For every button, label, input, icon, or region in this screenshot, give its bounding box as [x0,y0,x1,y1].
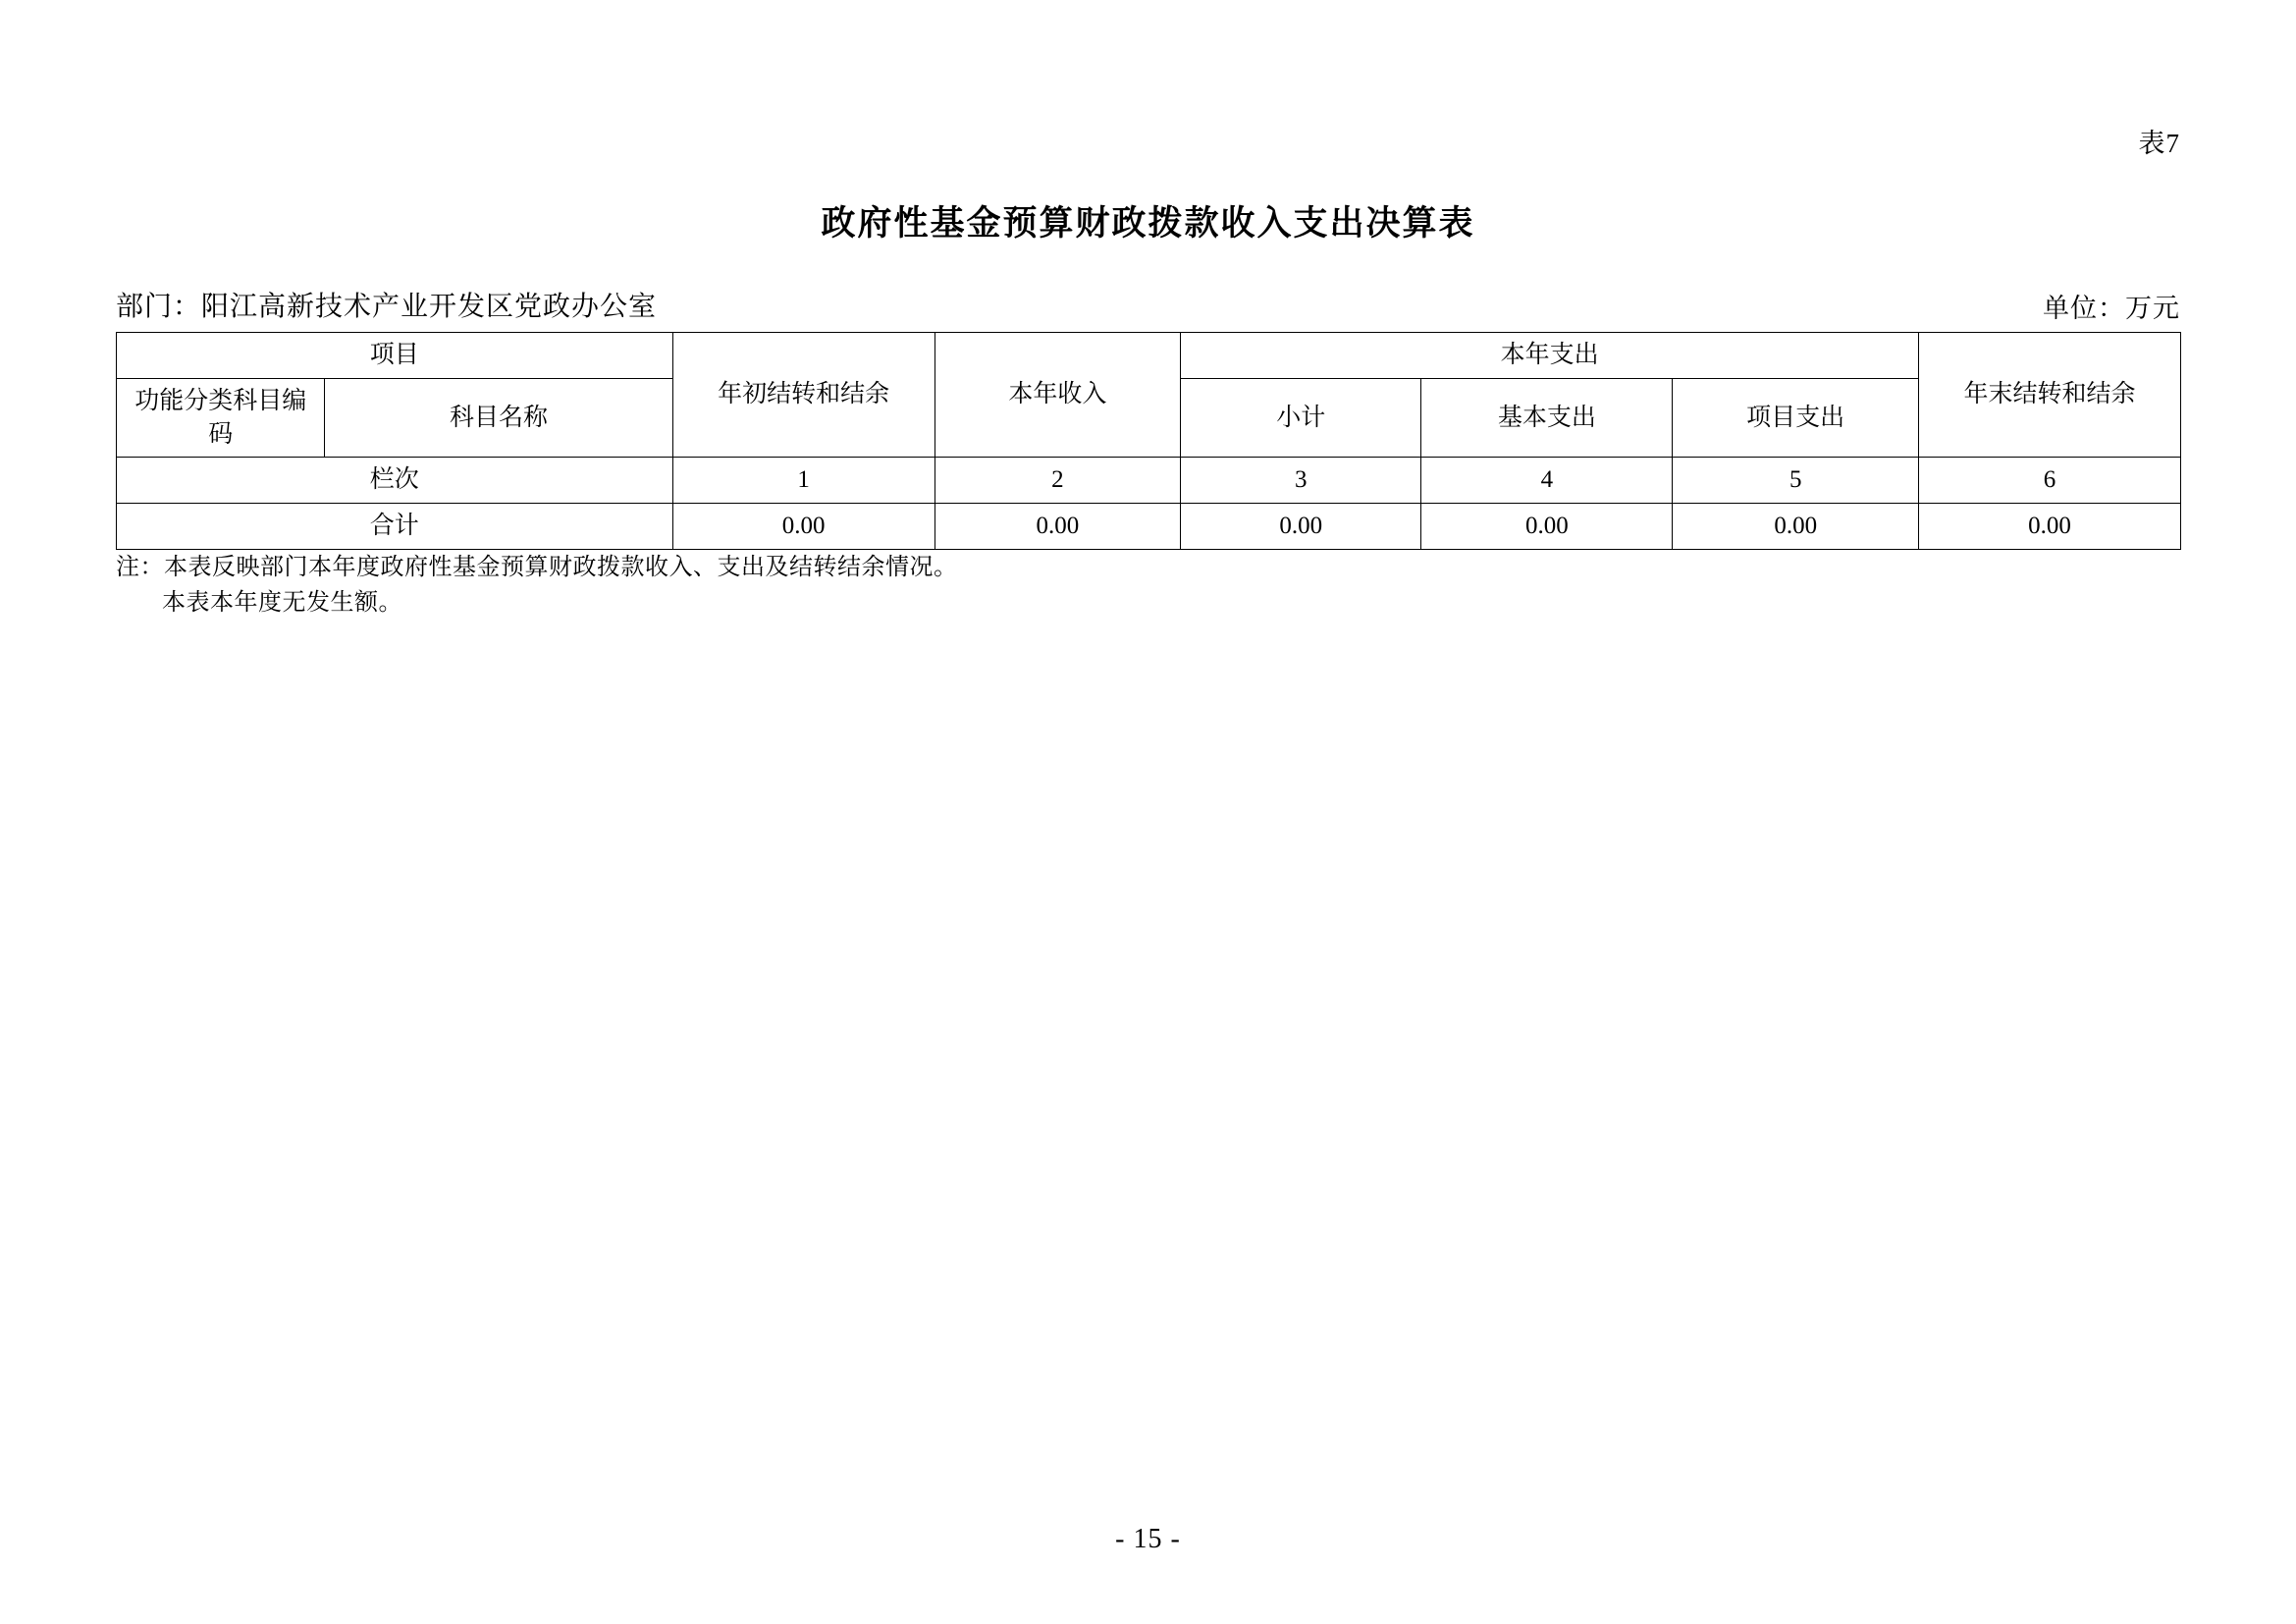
rank-row-label: 栏次 [117,458,673,504]
page-title: 政府性基金预算财政拨款收入支出决算表 [821,204,1475,243]
total-begin-balance: 0.00 [672,504,934,550]
note-line-1: 注：本表反映部门本年度政府性基金预算财政拨款收入、支出及结转结余情况。 [116,555,958,580]
unit-line: 单位：万元 [2043,294,2180,323]
rank-cell-6: 6 [1919,458,2181,504]
total-project-expenditure: 0.00 [1673,504,1919,550]
rank-cell-4: 4 [1421,458,1673,504]
department-line: 部门：阳江高新技术产业开发区党政办公室 [116,292,658,322]
header-current-expenditure-group: 本年支出 [1181,333,1919,379]
table-row [117,504,2181,550]
header-end-balance: 年末结转和结余 [1919,333,2181,458]
header-subtotal: 小计 [1181,378,1421,458]
table-rank-row [117,458,2181,504]
header-project-expenditure: 项目支出 [1673,378,1919,458]
header-current-income: 本年收入 [934,333,1181,458]
total-basic-expenditure: 0.00 [1421,504,1673,550]
header-basic-expenditure: 基本支出 [1421,378,1673,458]
table-number-label: 表7 [2138,129,2180,158]
rank-cell-1: 1 [672,458,934,504]
note-line-2: 本表本年度无发生额。 [162,590,402,616]
header-subject-name: 科目名称 [325,378,672,458]
total-subtotal: 0.00 [1181,504,1421,550]
table-header-row-1 [117,333,2181,379]
rank-cell-3: 3 [1181,458,1421,504]
table-notes [116,550,958,621]
rank-cell-5: 5 [1673,458,1919,504]
header-item-group: 项目 [117,333,673,379]
header-begin-balance: 年初结转和结余 [672,333,934,458]
rank-cell-2: 2 [934,458,1181,504]
budget-table [116,332,2181,550]
header-function-code: 功能分类科目编码 [117,378,325,458]
page-number: - 15 - [1115,1524,1181,1554]
total-end-balance: 0.00 [1919,504,2181,550]
total-current-income: 0.00 [934,504,1181,550]
total-row-label: 合计 [117,504,673,550]
